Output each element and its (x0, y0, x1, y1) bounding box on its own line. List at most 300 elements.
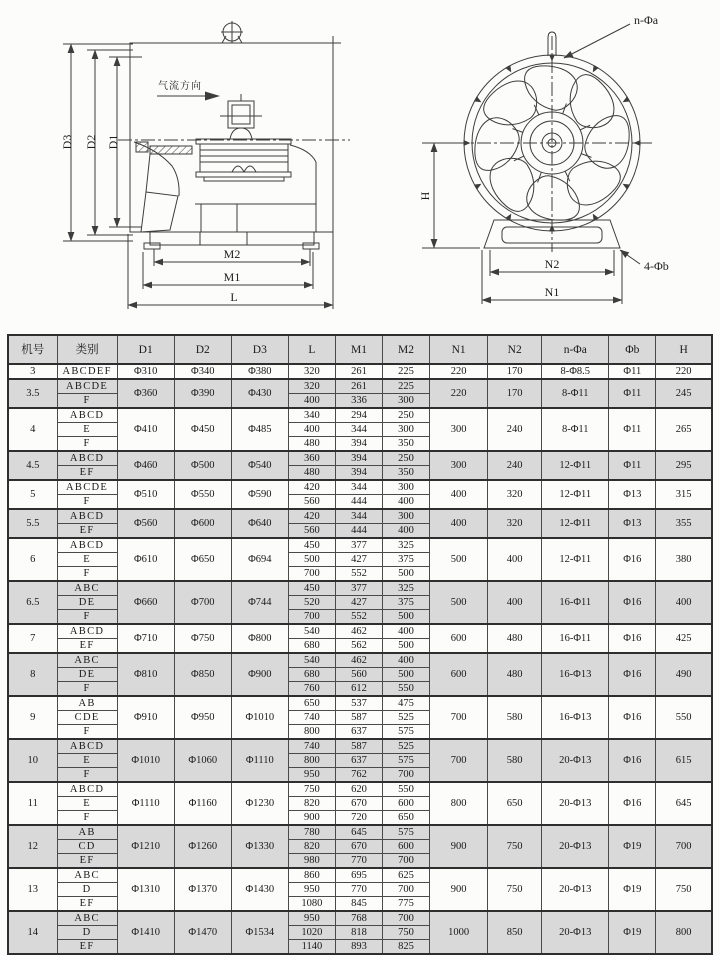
dim-m1: 612 (335, 682, 382, 697)
col-header-4: D3 (231, 335, 288, 364)
dim-m1: 344 (335, 480, 382, 495)
col-header-5: L (288, 335, 335, 364)
dim-l: 540 (288, 624, 335, 639)
table-body (8, 364, 712, 954)
dim-m2: 300 (383, 394, 430, 409)
dim-m2: 500 (383, 639, 430, 654)
dim-m1: 770 (335, 883, 382, 897)
dim-l: 950 (288, 768, 335, 783)
dim-m2: 600 (383, 797, 430, 811)
dim-d2: Φ700 (174, 581, 231, 624)
dim-m2: 825 (383, 940, 430, 955)
table-row-7-0 (8, 624, 712, 639)
dim-n1: 400 (430, 480, 488, 509)
dim-d2: Φ500 (174, 451, 231, 480)
dim-d2: Φ600 (174, 509, 231, 538)
dim-d2: Φ450 (174, 408, 231, 451)
length-dimensions (128, 232, 333, 309)
dim-d3: Φ1010 (231, 696, 288, 739)
dim-m1: 377 (335, 581, 382, 596)
dim-n1: 220 (430, 364, 488, 379)
dim-m1: 587 (335, 711, 382, 725)
dim-label-4-phi-b: 4-Φb (644, 259, 669, 273)
col-header-7: M2 (383, 335, 430, 364)
category: D (57, 926, 117, 940)
category: E (57, 423, 117, 437)
dim-m2: 350 (383, 437, 430, 452)
machine-no: 4 (8, 408, 57, 451)
dim-d3: Φ590 (231, 480, 288, 509)
dim-h: 295 (656, 451, 712, 480)
dim-m1: 444 (335, 524, 382, 539)
dim-n-phi-a: 8-Φ11 (542, 379, 609, 408)
dim-n-phi-a: 16-Φ11 (542, 624, 609, 653)
category: DE (57, 668, 117, 682)
dim-l: 1020 (288, 926, 335, 940)
dim-phi-b: Φ11 (609, 364, 656, 379)
dim-label-h: H (418, 191, 432, 201)
dim-l: 780 (288, 825, 335, 840)
table-row-5-0 (8, 480, 712, 495)
category: DE (57, 596, 117, 610)
dim-d3: Φ1230 (231, 782, 288, 825)
dim-h: 700 (656, 825, 712, 868)
dim-l: 500 (288, 553, 335, 567)
dim-l: 480 (288, 466, 335, 481)
dim-phi-b: Φ16 (609, 782, 656, 825)
dim-d2: Φ1060 (174, 739, 231, 782)
table-row-6.5-0 (8, 581, 712, 596)
dim-d2: Φ750 (174, 624, 231, 653)
dim-l: 420 (288, 509, 335, 524)
dim-m1: 537 (335, 696, 382, 711)
category: ABC (57, 868, 117, 883)
dim-phi-b: Φ16 (609, 739, 656, 782)
dim-label-n1: N1 (544, 285, 560, 299)
dim-label-n2: N2 (544, 257, 560, 271)
dim-m1: 637 (335, 725, 382, 740)
dim-d3: Φ640 (231, 509, 288, 538)
category: ABC (57, 581, 117, 596)
dim-h: 380 (656, 538, 712, 581)
col-header-2: D1 (117, 335, 174, 364)
dim-m1: 394 (335, 451, 382, 466)
dim-l: 740 (288, 739, 335, 754)
dim-m1: 294 (335, 408, 382, 423)
col-header-9: N2 (488, 335, 542, 364)
dim-n-phi-a: 8-Φ8.5 (542, 364, 609, 379)
dim-n2: 650 (488, 782, 542, 825)
dim-m2: 700 (383, 911, 430, 926)
top-bolt (548, 13, 659, 58)
category: ABCD (57, 624, 117, 639)
dim-l: 700 (288, 610, 335, 625)
dim-m2: 225 (383, 364, 430, 379)
category: CDE (57, 711, 117, 725)
dim-d2: Φ850 (174, 653, 231, 696)
dim-h: 265 (656, 408, 712, 451)
dim-m1: 427 (335, 553, 382, 567)
dim-d1: Φ810 (117, 653, 174, 696)
dim-d1: Φ1110 (117, 782, 174, 825)
dim-h: 245 (656, 379, 712, 408)
dim-d1: Φ360 (117, 379, 174, 408)
dim-l: 980 (288, 854, 335, 869)
dim-d3: Φ800 (231, 624, 288, 653)
dim-n-phi-a: 20-Φ13 (542, 782, 609, 825)
dim-l: 400 (288, 423, 335, 437)
dim-d3: Φ540 (231, 451, 288, 480)
category: D (57, 883, 117, 897)
dim-l: 900 (288, 811, 335, 826)
dim-m1: 770 (335, 854, 382, 869)
category: EF (57, 854, 117, 869)
dim-n2: 750 (488, 825, 542, 868)
dim-n1: 300 (430, 408, 488, 451)
dim-label-l: L (230, 290, 238, 304)
fan-casing (118, 21, 350, 232)
dim-l: 450 (288, 538, 335, 553)
dim-m1: 552 (335, 610, 382, 625)
dim-d2: Φ1260 (174, 825, 231, 868)
dim-n1: 220 (430, 379, 488, 408)
dim-l: 950 (288, 911, 335, 926)
category: EF (57, 940, 117, 955)
dim-l: 420 (288, 480, 335, 495)
dim-m1: 261 (335, 364, 382, 379)
dim-label-m1: M1 (223, 270, 241, 284)
dim-d1: Φ1210 (117, 825, 174, 868)
machine-no: 10 (8, 739, 57, 782)
dim-d1: Φ610 (117, 538, 174, 581)
category: F (57, 725, 117, 740)
machine-no: 5 (8, 480, 57, 509)
dim-l: 480 (288, 437, 335, 452)
category: EF (57, 466, 117, 481)
table-row-12-0 (8, 825, 712, 840)
dim-n-phi-a: 20-Φ13 (542, 825, 609, 868)
dim-n1: 600 (430, 653, 488, 696)
dim-l: 740 (288, 711, 335, 725)
dim-phi-b: Φ11 (609, 408, 656, 451)
table-row-10-0 (8, 739, 712, 754)
dim-l: 800 (288, 725, 335, 740)
dim-n1: 800 (430, 782, 488, 825)
dim-n-phi-a: 16-Φ11 (542, 581, 609, 624)
dim-d2: Φ390 (174, 379, 231, 408)
category: E (57, 754, 117, 768)
dim-d3: Φ485 (231, 408, 288, 451)
dim-m1: 893 (335, 940, 382, 955)
dim-m2: 375 (383, 596, 430, 610)
dim-m1: 768 (335, 911, 382, 926)
category: F (57, 610, 117, 625)
dim-m2: 525 (383, 711, 430, 725)
category: F (57, 682, 117, 697)
dim-l: 700 (288, 567, 335, 582)
dim-m2: 250 (383, 408, 430, 423)
dim-m1: 670 (335, 840, 382, 854)
table-row-4-0 (8, 408, 712, 423)
motor-section (195, 94, 316, 232)
dim-phi-b: Φ16 (609, 624, 656, 653)
impeller-section (134, 142, 192, 232)
dim-h: 550 (656, 696, 712, 739)
dim-n1: 400 (430, 509, 488, 538)
category: EF (57, 639, 117, 654)
dim-h: 315 (656, 480, 712, 509)
category: F (57, 437, 117, 452)
dim-m2: 750 (383, 926, 430, 940)
dim-l: 1140 (288, 940, 335, 955)
dim-m1: 427 (335, 596, 382, 610)
machine-no: 11 (8, 782, 57, 825)
machine-no: 6 (8, 538, 57, 581)
dim-n1: 900 (430, 825, 488, 868)
dim-l: 320 (288, 379, 335, 394)
dim-d3: Φ430 (231, 379, 288, 408)
dim-n2: 580 (488, 739, 542, 782)
dim-d3: Φ1330 (231, 825, 288, 868)
dim-m1: 462 (335, 624, 382, 639)
dim-n-phi-a: 8-Φ11 (542, 408, 609, 451)
dim-m2: 500 (383, 567, 430, 582)
dim-m1: 562 (335, 639, 382, 654)
category: ABC (57, 653, 117, 668)
dim-m2: 300 (383, 423, 430, 437)
category: ABCD (57, 509, 117, 524)
category: E (57, 797, 117, 811)
dim-l: 650 (288, 696, 335, 711)
dim-d2: Φ1370 (174, 868, 231, 911)
base-width-dimensions (482, 250, 622, 304)
dim-d2: Φ340 (174, 364, 231, 379)
dim-n-phi-a: 16-Φ13 (542, 696, 609, 739)
dim-n2: 170 (488, 379, 542, 408)
dim-l: 860 (288, 868, 335, 883)
dim-d1: Φ410 (117, 408, 174, 451)
dim-n2: 320 (488, 480, 542, 509)
dim-d1: Φ560 (117, 509, 174, 538)
dim-label-m2: M2 (223, 247, 241, 261)
dim-m2: 700 (383, 883, 430, 897)
dim-m1: 344 (335, 423, 382, 437)
dim-l: 360 (288, 451, 335, 466)
dim-d1: Φ910 (117, 696, 174, 739)
dim-d2: Φ1470 (174, 911, 231, 954)
dim-phi-b: Φ19 (609, 868, 656, 911)
height-dimension (418, 143, 480, 248)
dim-m2: 400 (383, 495, 430, 510)
dim-n2: 240 (488, 408, 542, 451)
dim-d1: Φ460 (117, 451, 174, 480)
dim-d1: Φ1010 (117, 739, 174, 782)
table-row-11-0 (8, 782, 712, 797)
dim-label-n-phi-a: n-Φa (634, 13, 659, 27)
dim-n2: 400 (488, 538, 542, 581)
category: ABCDEF (57, 364, 117, 379)
dim-m1: 394 (335, 437, 382, 452)
dim-d2: Φ650 (174, 538, 231, 581)
dim-n1: 500 (430, 581, 488, 624)
dim-phi-b: Φ16 (609, 653, 656, 696)
dim-l: 750 (288, 782, 335, 797)
dim-m1: 620 (335, 782, 382, 797)
dim-l: 320 (288, 364, 335, 379)
dim-l: 800 (288, 754, 335, 768)
machine-no: 8 (8, 653, 57, 696)
dim-m1: 587 (335, 739, 382, 754)
category: ABCDE (57, 379, 117, 394)
dim-l: 560 (288, 495, 335, 510)
category: ABCD (57, 408, 117, 423)
category: EF (57, 897, 117, 912)
dim-n2: 400 (488, 581, 542, 624)
category: F (57, 811, 117, 826)
dim-m2: 600 (383, 840, 430, 854)
dim-m1: 560 (335, 668, 382, 682)
technical-drawings (0, 0, 720, 330)
col-header-10: n-Φa (542, 335, 609, 364)
machine-no: 5.5 (8, 509, 57, 538)
front-view-drawing (362, 0, 720, 330)
table-row-3-0 (8, 364, 712, 379)
dim-n-phi-a: 12-Φ11 (542, 538, 609, 581)
category: F (57, 567, 117, 582)
dim-l: 820 (288, 840, 335, 854)
dim-n1: 1000 (430, 911, 488, 954)
dimension-table (7, 334, 713, 955)
dim-m2: 375 (383, 553, 430, 567)
dim-m1: 637 (335, 754, 382, 768)
table-row-3.5-0 (8, 379, 712, 394)
airflow-direction (157, 79, 220, 101)
dim-n-phi-a: 16-Φ13 (542, 653, 609, 696)
dim-d3: Φ380 (231, 364, 288, 379)
dim-m1: 818 (335, 926, 382, 940)
table-row-14-0 (8, 911, 712, 926)
category: ABCD (57, 782, 117, 797)
dim-h: 800 (656, 911, 712, 954)
col-header-0: 机号 (8, 335, 57, 364)
table-row-6-0 (8, 538, 712, 553)
fan-blade (141, 192, 178, 232)
dim-n2: 480 (488, 624, 542, 653)
category: AB (57, 825, 117, 840)
dim-d1: Φ710 (117, 624, 174, 653)
dim-m2: 700 (383, 768, 430, 783)
table-row-5.5-0 (8, 509, 712, 524)
dim-n2: 750 (488, 868, 542, 911)
dim-m1: 670 (335, 797, 382, 811)
dim-m2: 775 (383, 897, 430, 912)
dim-d3: Φ1534 (231, 911, 288, 954)
dim-m2: 500 (383, 610, 430, 625)
table-header (8, 335, 712, 364)
dim-d1: Φ310 (117, 364, 174, 379)
dim-m1: 552 (335, 567, 382, 582)
dim-m1: 462 (335, 653, 382, 668)
dim-n1: 700 (430, 739, 488, 782)
machine-no: 12 (8, 825, 57, 868)
dim-d3: Φ900 (231, 653, 288, 696)
dim-n2: 320 (488, 509, 542, 538)
dim-phi-b: Φ11 (609, 379, 656, 408)
dim-l: 760 (288, 682, 335, 697)
dim-l: 340 (288, 408, 335, 423)
dim-l: 680 (288, 639, 335, 654)
dim-l: 520 (288, 596, 335, 610)
dim-d3: Φ1110 (231, 739, 288, 782)
category: ABCDE (57, 480, 117, 495)
dim-m2: 575 (383, 754, 430, 768)
dim-d1: Φ1310 (117, 868, 174, 911)
dim-n1: 300 (430, 451, 488, 480)
table-row-8-0 (8, 653, 712, 668)
dim-l: 680 (288, 668, 335, 682)
dim-m2: 550 (383, 682, 430, 697)
dim-m2: 550 (383, 782, 430, 797)
dim-m2: 325 (383, 581, 430, 596)
col-header-1: 类别 (57, 335, 117, 364)
dim-phi-b: Φ16 (609, 696, 656, 739)
dim-l: 560 (288, 524, 335, 539)
dim-d1: Φ660 (117, 581, 174, 624)
category: ABC (57, 911, 117, 926)
dim-m2: 650 (383, 811, 430, 826)
table-row-4.5-0 (8, 451, 712, 466)
col-header-11: Φb (609, 335, 656, 364)
dim-n-phi-a: 20-Φ13 (542, 739, 609, 782)
category: F (57, 394, 117, 409)
col-header-3: D2 (174, 335, 231, 364)
dim-n-phi-a: 12-Φ11 (542, 509, 609, 538)
dim-label-d2: D2 (84, 134, 98, 150)
dim-h: 355 (656, 509, 712, 538)
dim-phi-b: Φ19 (609, 825, 656, 868)
dim-n1: 600 (430, 624, 488, 653)
dim-n1: 500 (430, 538, 488, 581)
dim-m2: 350 (383, 466, 430, 481)
dim-d2: Φ550 (174, 480, 231, 509)
dim-m1: 344 (335, 509, 382, 524)
dim-label-d3: D3 (60, 134, 74, 150)
dim-d2: Φ1160 (174, 782, 231, 825)
col-header-6: M1 (335, 335, 382, 364)
dim-phi-b: Φ19 (609, 911, 656, 954)
category: ABCD (57, 739, 117, 754)
dim-m1: 444 (335, 495, 382, 510)
dim-m2: 300 (383, 480, 430, 495)
dim-n2: 480 (488, 653, 542, 696)
dim-m2: 300 (383, 509, 430, 524)
dim-m1: 845 (335, 897, 382, 912)
motor-body (200, 144, 288, 172)
dim-h: 490 (656, 653, 712, 696)
dim-m2: 225 (383, 379, 430, 394)
machine-no: 3 (8, 364, 57, 379)
dim-l: 450 (288, 581, 335, 596)
airflow-label: 气流方向 (158, 81, 202, 92)
dim-phi-b: Φ13 (609, 480, 656, 509)
category: F (57, 768, 117, 783)
dim-m2: 475 (383, 696, 430, 711)
dim-l: 950 (288, 883, 335, 897)
dim-d3: Φ694 (231, 538, 288, 581)
dim-l: 400 (288, 394, 335, 409)
machine-no: 13 (8, 868, 57, 911)
dim-h: 400 (656, 581, 712, 624)
